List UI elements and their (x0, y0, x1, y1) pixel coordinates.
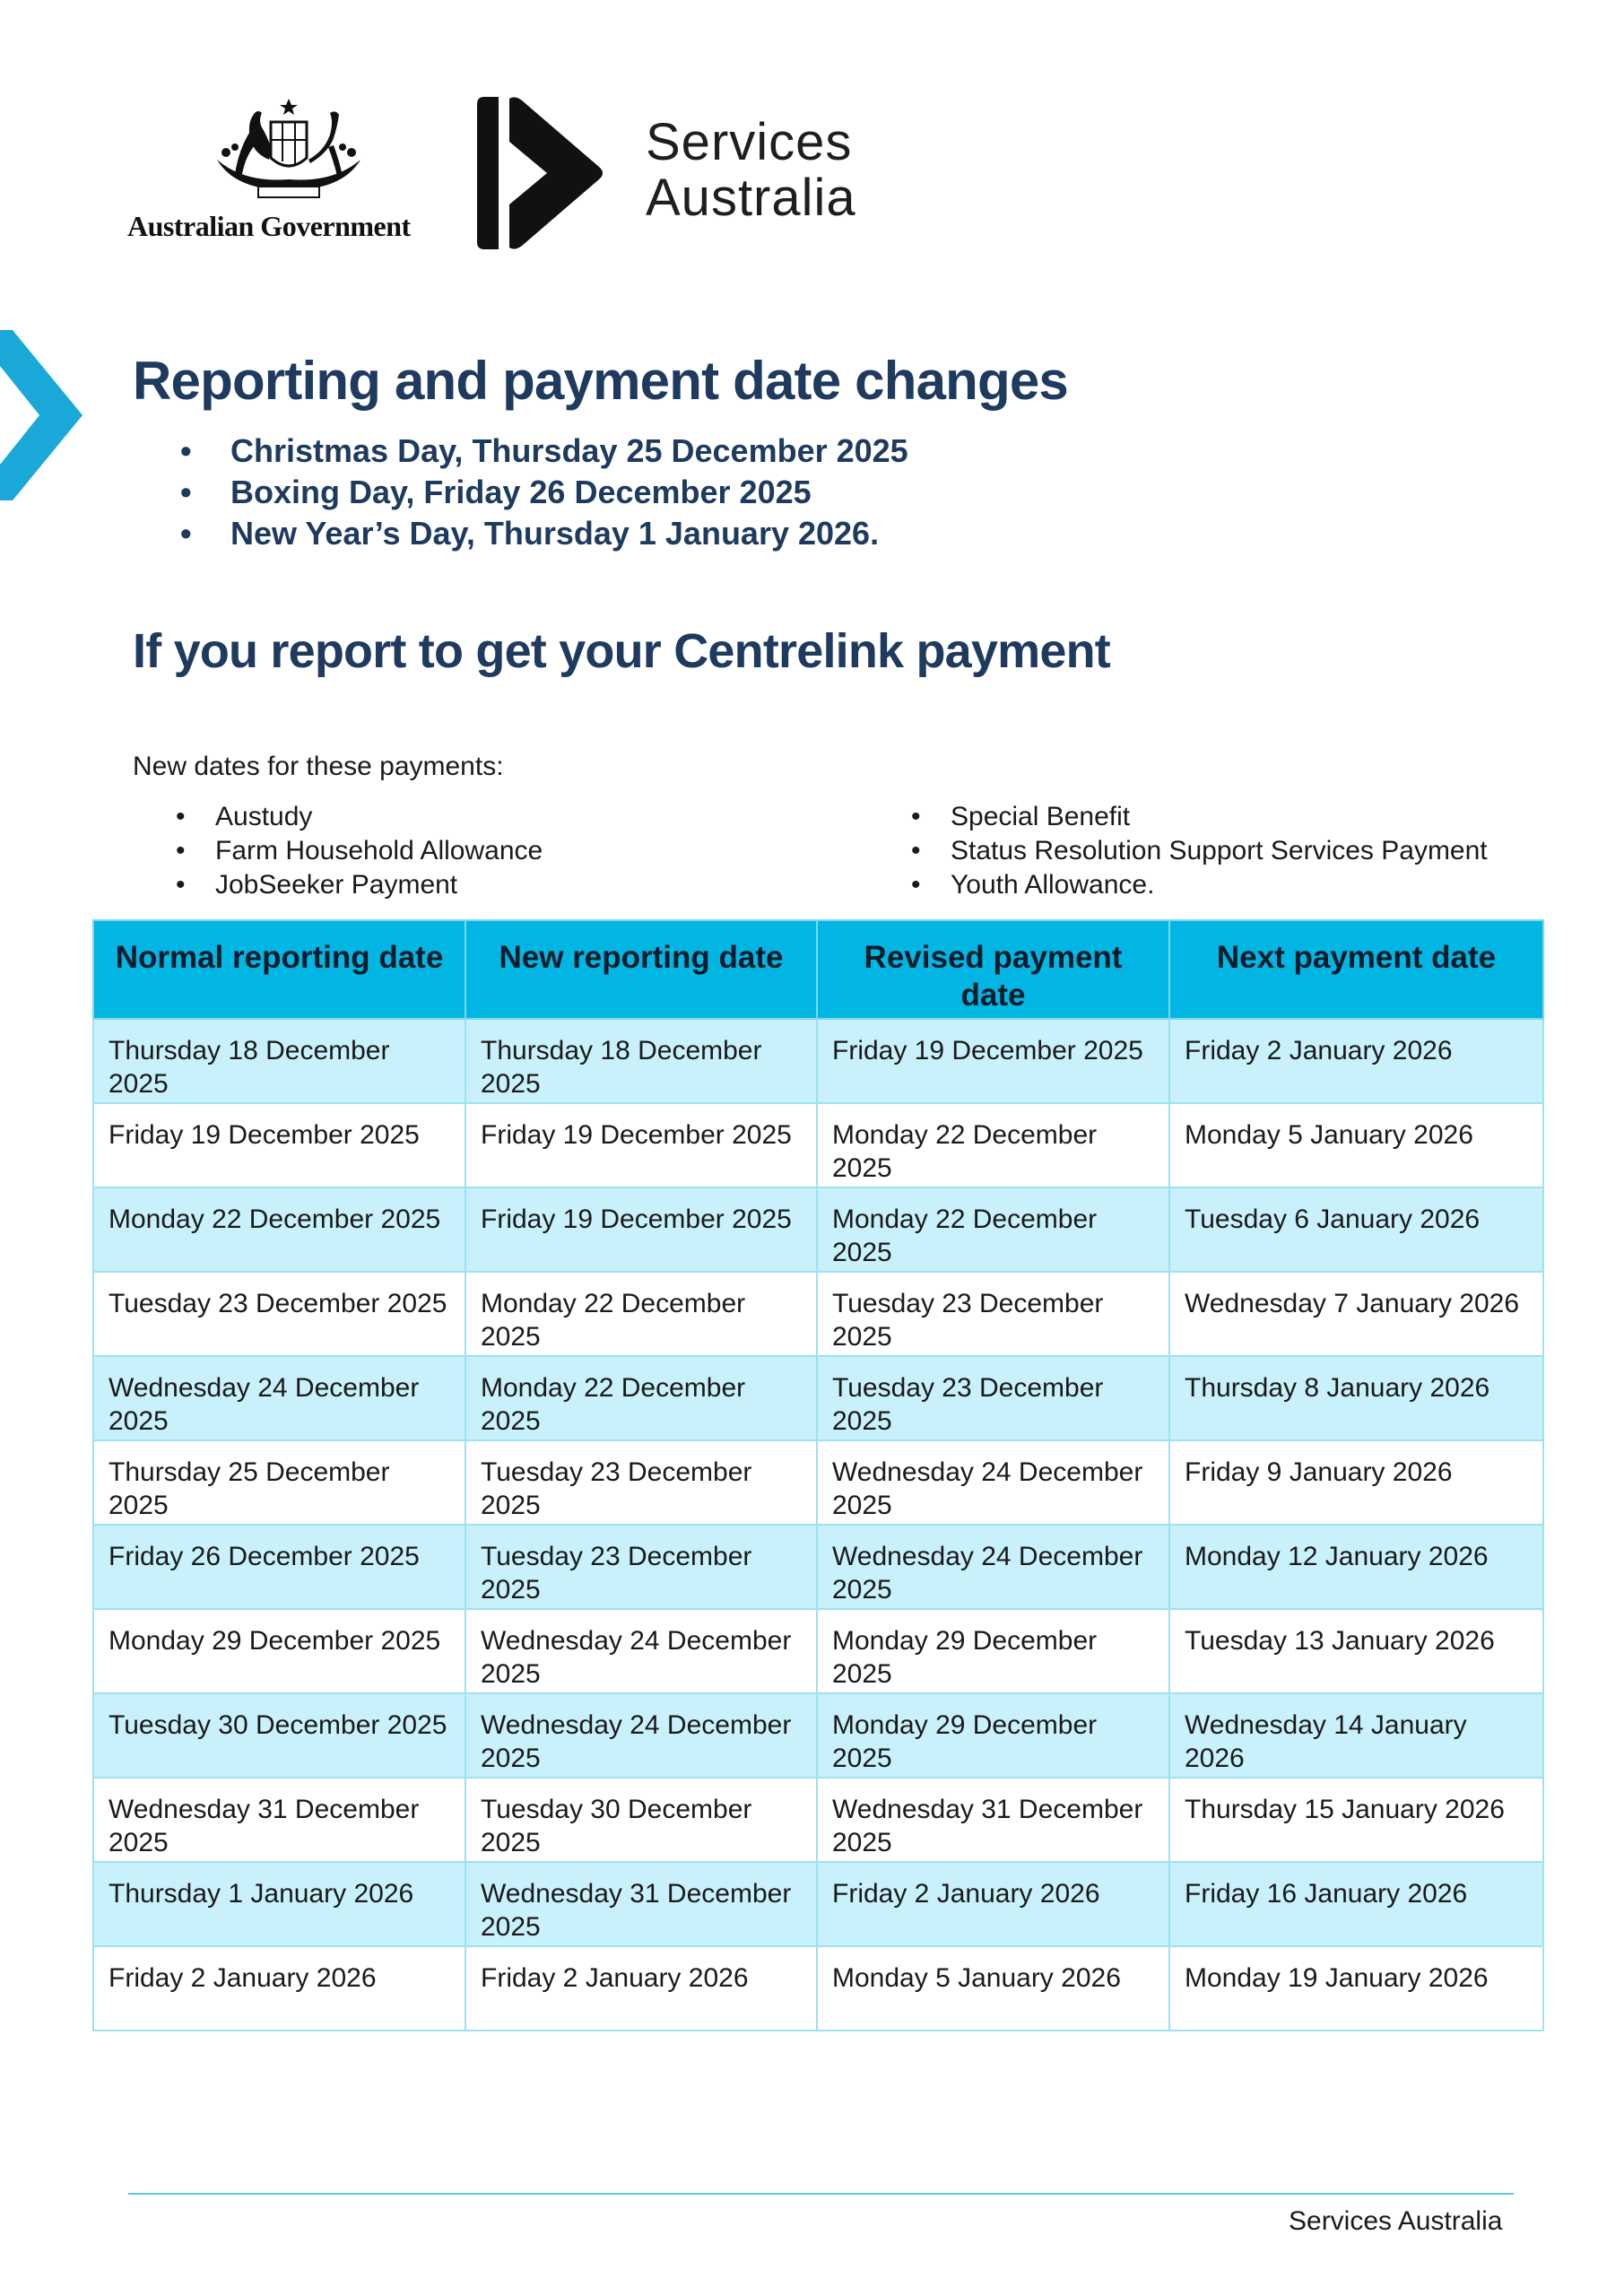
table-row (93, 1103, 1543, 1187)
table-cell: Monday 19 January 2026 (1169, 1946, 1543, 2031)
table-cell: Wednesday 14 January 2026 (1169, 1693, 1543, 1778)
table-row (93, 1440, 1543, 1525)
table-cell: Wednesday 31 December 2025 (93, 1778, 465, 1862)
table-cell: Monday 22 December 2025 (465, 1356, 817, 1440)
table-row (93, 1019, 1543, 1103)
payment-item: • Status Resolution Support Services Payment (906, 834, 1488, 868)
table-header-row (93, 920, 1543, 1019)
payment-item: • Farm Household Allowance (170, 834, 543, 868)
table-row (93, 1609, 1543, 1693)
table-cell: Tuesday 30 December 2025 (93, 1693, 465, 1778)
payment-list-left (170, 800, 543, 902)
table-cell: Friday 2 January 2026 (465, 1946, 817, 2031)
table-cell: Thursday 25 December 2025 (93, 1440, 465, 1525)
holiday-list (175, 430, 908, 554)
payment-item: • Special Benefit (906, 800, 1488, 834)
services-australia-mark-icon (473, 97, 608, 249)
table-cell: Monday 29 December 2025 (817, 1609, 1169, 1693)
table-cell: Wednesday 24 December 2025 (465, 1693, 817, 1778)
table-cell: Friday 2 January 2026 (93, 1946, 465, 2031)
table-cell: Monday 5 January 2026 (1169, 1103, 1543, 1187)
table-cell: Wednesday 7 January 2026 (1169, 1272, 1543, 1356)
table-cell: Friday 26 December 2025 (93, 1525, 465, 1609)
table-cell: Tuesday 13 January 2026 (1169, 1609, 1543, 1693)
australian-government-logo (127, 97, 437, 257)
chevron-accent-icon (0, 330, 83, 500)
payment-item: • JobSeeker Payment (170, 868, 543, 902)
table-cell: Friday 19 December 2025 (465, 1187, 817, 1272)
agency-name (646, 115, 856, 226)
holiday-item: • Christmas Day, Thursday 25 December 2025 (175, 430, 908, 472)
table-cell: Tuesday 6 January 2026 (1169, 1187, 1543, 1272)
coat-of-arms-icon (199, 97, 378, 203)
page-title: Reporting and payment date changes (133, 351, 1068, 411)
column-header: New reporting date (465, 920, 817, 1019)
table-cell: Thursday 15 January 2026 (1169, 1778, 1543, 1862)
table-cell: Tuesday 30 December 2025 (465, 1778, 817, 1862)
table-cell: Monday 22 December 2025 (817, 1187, 1169, 1272)
table-cell: Wednesday 24 December 2025 (93, 1356, 465, 1440)
footer-divider (128, 2193, 1514, 2195)
table-cell: Friday 2 January 2026 (817, 1862, 1169, 1946)
table-cell: Friday 16 January 2026 (1169, 1862, 1543, 1946)
table-cell: Friday 9 January 2026 (1169, 1440, 1543, 1525)
table-cell: Thursday 18 December 2025 (465, 1019, 817, 1103)
table-cell: Wednesday 31 December 2025 (817, 1778, 1169, 1862)
column-header: Next payment date (1169, 920, 1543, 1019)
holiday-item: • New Year’s Day, Thursday 1 January 2026. (175, 513, 908, 554)
table-cell: Wednesday 31 December 2025 (465, 1862, 817, 1946)
column-header: Normal reporting date (93, 920, 465, 1019)
table-row (93, 1187, 1543, 1272)
payment-list-right (906, 800, 1488, 902)
table-cell: Wednesday 24 December 2025 (817, 1525, 1169, 1609)
column-header: Revised payment date (817, 920, 1169, 1019)
table-cell: Monday 22 December 2025 (465, 1272, 817, 1356)
table-cell: Thursday 1 January 2026 (93, 1862, 465, 1946)
table-cell: Tuesday 23 December 2025 (465, 1525, 817, 1609)
table-row (93, 1356, 1543, 1440)
table-row (93, 1778, 1543, 1862)
payment-item: • Youth Allowance. (906, 868, 1488, 902)
payment-item: • Austudy (170, 800, 543, 834)
table-cell: Tuesday 23 December 2025 (817, 1272, 1169, 1356)
table-cell: Tuesday 23 December 2025 (465, 1440, 817, 1525)
table-cell: Thursday 18 December 2025 (93, 1019, 465, 1103)
intro-text: New dates for these payments: (133, 752, 504, 781)
table-cell: Friday 2 January 2026 (1169, 1019, 1543, 1103)
table-cell: Tuesday 23 December 2025 (93, 1272, 465, 1356)
table-row (93, 1862, 1543, 1946)
table-row (93, 1272, 1543, 1356)
table-row (93, 1946, 1543, 2031)
table-cell: Friday 19 December 2025 (465, 1103, 817, 1187)
table-row (93, 1525, 1543, 1609)
table-cell: Monday 22 December 2025 (93, 1187, 465, 1272)
table-cell: Monday 12 January 2026 (1169, 1525, 1543, 1609)
table-cell: Monday 5 January 2026 (817, 1946, 1169, 2031)
table-cell: Wednesday 24 December 2025 (465, 1609, 817, 1693)
table-cell: Friday 19 December 2025 (93, 1103, 465, 1187)
date-change-table (92, 919, 1544, 2031)
government-label: Australian Government (127, 210, 411, 242)
table-cell: Tuesday 23 December 2025 (817, 1356, 1169, 1440)
table-cell: Friday 19 December 2025 (817, 1019, 1169, 1103)
table-cell: Monday 22 December 2025 (817, 1103, 1169, 1187)
section-heading: If you report to get your Centrelink payment (133, 624, 1110, 678)
footer-agency-name: Services Australia (1289, 2206, 1503, 2236)
table-cell: Monday 29 December 2025 (93, 1609, 465, 1693)
table-cell: Wednesday 24 December 2025 (817, 1440, 1169, 1525)
table-cell: Monday 29 December 2025 (817, 1693, 1169, 1778)
agency-name-line2: Australia (646, 169, 856, 227)
agency-name-line1: Services (646, 113, 853, 171)
table-cell: Thursday 8 January 2026 (1169, 1356, 1543, 1440)
table-row (93, 1693, 1543, 1778)
holiday-item: • Boxing Day, Friday 26 December 2025 (175, 472, 908, 513)
